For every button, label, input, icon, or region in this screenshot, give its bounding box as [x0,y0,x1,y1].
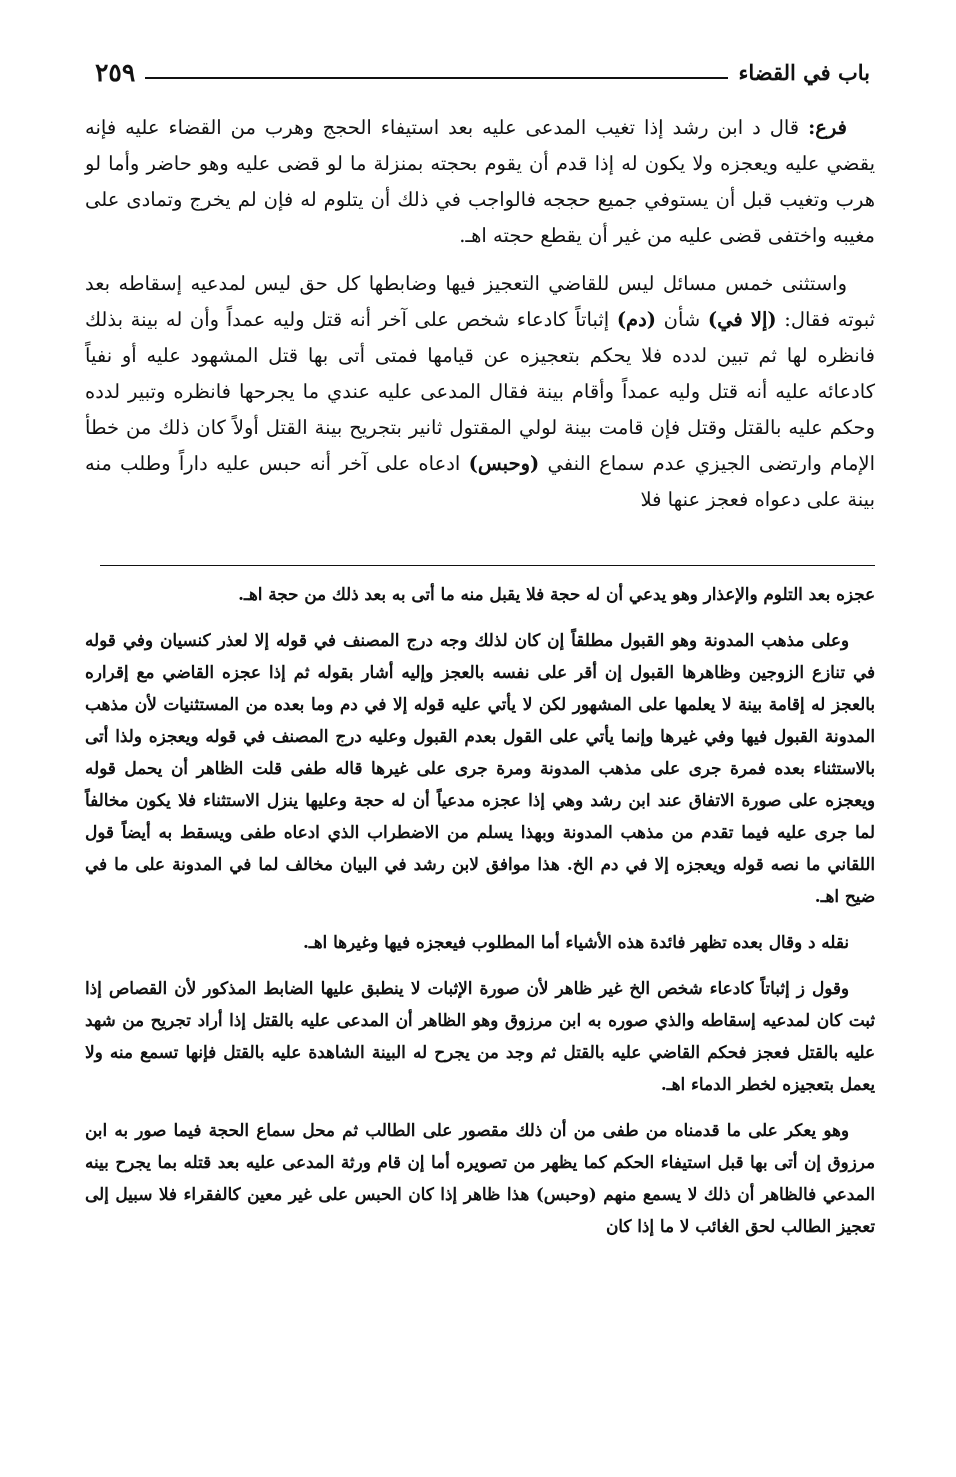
text-run: وهو يعكر على ما قدمناه من طفى من أن ذلك مقصور على الطالب ثم محل سماع الحجة فيما صور به ابن مرزوق إن أتى بها قبل استيفاء الحكم كما يظهر من تصويره أما إن قام ورثة المدعى عليه بعد قتله بما يجرح بينه المدعي فالظاهر أن ذلك لا يسمع منهم [85,1120,876,1204]
note-paragraph: نقله د وقال بعده تظهر فائدة هذه الأشياء أما المطلوب فيعجزه فيها وغيرها اهـ. [302,932,849,952]
footnote-divider [100,565,875,566]
running-title: باب في القضاء [738,59,870,85]
main-paragraph-2 [85,266,875,518]
matn-quote: (وحبس) [468,452,540,475]
text-run: إثباتاً كادعاء شخص على آخر أنه قتل وليه عمداً وأن له بينة بذلك فانظره لها ثم تبين لدده فلا يحكم بتعجيزه عن قيامها فمتى أتى بها قتل المشهود عليه أو نفياً كادعائه عليه أنه قتل وليه عمداً وأقام بينة فقال المدعى عليه عندي ما يجرحها فانظره وتبير لدده وحكم عليه بالقتل وقتل فإن قامت بينة لولي المقتول ثانير بتجريح بينة القتل أولاً كان ذلك من خطأ الإمام وارتضى الجيزي عدم سماع النفي [85,308,876,475]
text-run: هذا ظاهر إذا كان الحبس على غير معين كالفقراء فلا سبيل إلى تعجيز الطالب لحق الغائب لا ما إذا كان [85,1184,875,1236]
header-rule [145,77,728,79]
note-paragraph [85,1114,875,1242]
matn-quote: (وحبس) [535,1184,597,1204]
matn-quote: (دم) [616,308,657,331]
note-paragraph: عجزه بعد التلوم والإعذار وهو يدعي أن له حجة فلا يقبل منه ما أتى به بعد ذلك من حجة اهـ. [238,584,875,604]
section-label: فرع: [808,116,847,139]
commentary-notes [85,578,875,1256]
page-header [95,52,870,92]
main-paragraph-1-text: قال د ابن رشد إذا تغيب المدعى عليه بعد استيفاء الحجج وهرب من القضاء عليه فإنه يقضي عليه ويعجزه ولا يكون له إذا قدم أن يقوم بحجته بمنزلة ما لو قضى عليه وهو حاضر وأما لو هرب وتغيب قبل أن يستوفي جميع حججه فالواجب في ذلك أن يتلوم له فإن لم يخرج وتمادى على مغيبه واختفى قضى عليه من غير أن يقطع حجته اهـ. [85,116,875,247]
matn-quote: (إلا في) [707,308,777,331]
main-text [85,110,875,530]
text-run: واستثنى خمس مسائل ليس للقاضي التعجيز فيها وضابطها كل حق ليس لمدعيه إسقاطه بعد ثبوته فقال: [85,272,876,331]
text-run: ادعاه على آخر أنه حبس عليه داراً وطلب منه بينة على دعواه فعجز عنها فلا [85,452,875,511]
note-paragraph: وعلى مذهب المدونة وهو القبول مطلقاً إن كان لذلك وجه درج المصنف في قوله إلا لعذر كنسيان وفي قوله في تنازع الزوجين وظاهرها القبول إن أقر على نفسه بالعجز وإليه أشار بقوله ثم إذا عجزه القاضي مع إقراره بالعجز له إقامة بينة لا يعلمها على المشهور لكن لا يأتي عليه قوله إلا في دم وما بعده من المستثنيات لأن مذهب المدونة القبول فيها وفي غيرها وإنما يأتي على القول بعدم القبول وعليه درج المصنف في قوله ويعجزه ولذا أتى بالاستثناء بعده فمرة جرى على مذهب المدونة ومرة جرى على غيرها قاله طفى قلت الظاهر أن يحمل قوله ويعجزه على صورة الاتفاق عند ابن رشد وهي إذا عجزه مدعياً أن له حجة وعليها ينزل الاستثناء فلا يكون مخالفاً لما جرى عليه فيما تقدم من مذهب المدونة وبهذا يسلم من الاضطراب الذي ادعاه طفى ويسقط به أيضاً قول اللقاني ما نصه قوله ويعجزه إلا في دم الخ. هذا موافق لابن رشد في البيان مخالف لما في المدونة على ما في ضيح اهـ. [85,630,875,906]
note-paragraph: وقول ز إثباتاً كادعاء شخص الخ غير ظاهر لأن صورة الإثبات لا ينطبق عليها الضابط المذكور لأن القصاص إذا ثبت كان لمدعيه إسقاطه والذي صوره به ابن مرزوق وهو الظاهر أن المدعى عليه بالقتل إذا أراد تجريح من شهد عليه بالقتل فعجز فحكم القاضي عليه بالقتل ثم وجد من يجرح له البينة الشاهدة عليه بالقتل فإنها تسمع منه ولا يعمل بتعجيزه لخطر الدماء اهـ. [85,978,875,1094]
text-run: شأن [656,308,708,331]
page-number: ٢٥٩ [95,57,136,87]
main-paragraph-1 [85,110,875,254]
